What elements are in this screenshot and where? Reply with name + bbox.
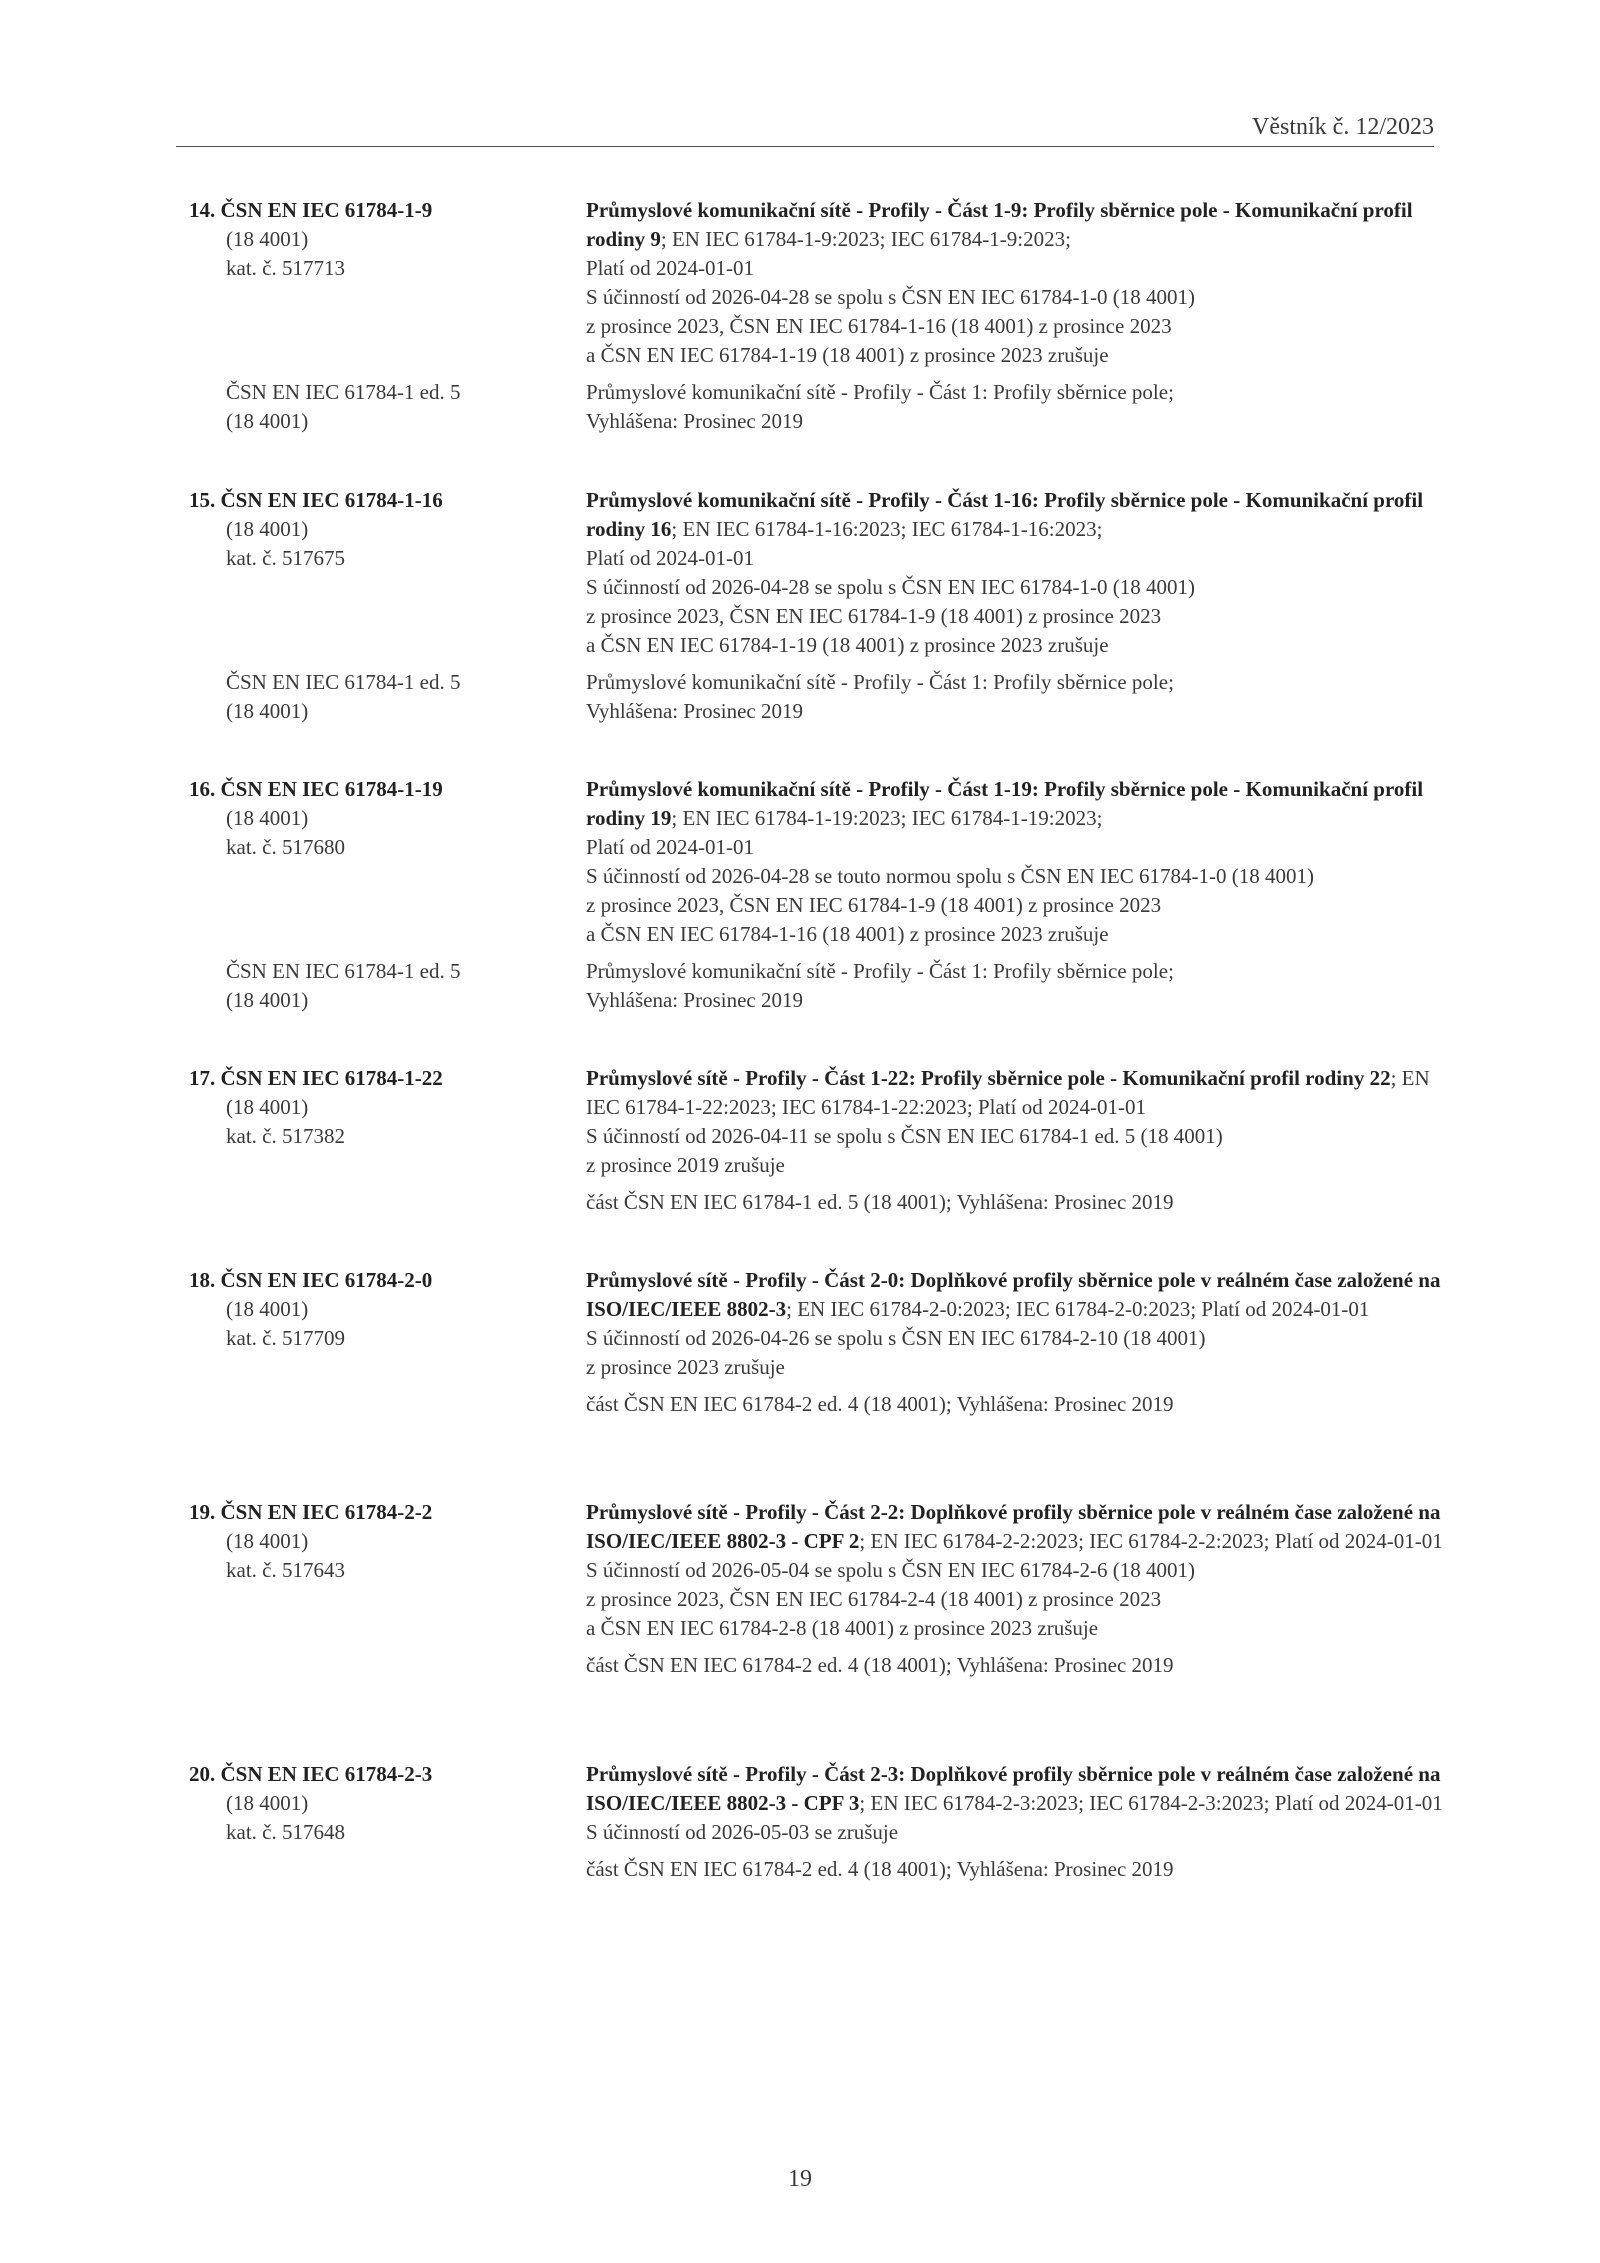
partial-replacement: část ČSN EN IEC 61784-2 ed. 4 (18 4001); Vyhlášena: Prosinec 2019: [586, 1857, 1174, 1881]
replaced-announced: Vyhlášena: Prosinec 2019: [586, 988, 803, 1012]
standard-number: 17. ČSN EN IEC 61784-1-22: [189, 1066, 443, 1090]
standard-number: 20. ČSN EN IEC 61784-2-3: [189, 1762, 433, 1786]
info-line: Platí od 2024-01-01: [586, 546, 754, 570]
replaced-announced: Vyhlášena: Prosinec 2019: [586, 699, 803, 723]
standard-entry: [0, 1266, 1600, 1419]
replaced-standard: [0, 378, 1600, 436]
replaced-announced: Vyhlášena: Prosinec 2019: [586, 409, 803, 433]
partial-replacement: část ČSN EN IEC 61784-2 ed. 4 (18 4001); Vyhlášena: Prosinec 2019: [586, 1653, 1174, 1677]
partial-replacement: část ČSN EN IEC 61784-2 ed. 4 (18 4001); Vyhlášena: Prosinec 2019: [586, 1392, 1174, 1416]
info-line: Platí od 2024-01-01: [586, 256, 754, 280]
standard-title: [586, 1760, 1446, 1818]
catalog-number: kat. č. 517643: [226, 1558, 345, 1582]
info-line: a ČSN EN IEC 61784-1-16 (18 4001) z prosince 2023 zrušuje: [586, 922, 1109, 946]
standard-number: 15. ČSN EN IEC 61784-1-16: [189, 488, 443, 512]
standard-title: [586, 486, 1446, 544]
replaced-standard: [0, 668, 1600, 726]
page-number: 19: [788, 2166, 812, 2192]
standard-entry: [0, 1064, 1600, 1217]
catalog-number: kat. č. 517713: [226, 256, 345, 280]
standard-number: 14. ČSN EN IEC 61784-1-9: [189, 198, 433, 222]
class-code: (18 4001): [226, 1791, 309, 1815]
replaced-code: ČSN EN IEC 61784-1 ed. 5: [226, 670, 461, 694]
title-rest: ; EN IEC 61784-1-19:2023; IEC 61784-1-19:2023;: [671, 806, 1103, 830]
replaced-title: Průmyslové komunikační sítě - Profily - Část 1: Profily sběrnice pole;: [586, 670, 1174, 694]
title-rest: ; EN IEC 61784-2-0:2023; IEC 61784-2-0:2023; Platí od 2024-01-01: [786, 1297, 1370, 1321]
title-rest: ; EN IEC 61784-1-22:2023; IEC 61784-1-22:2023; Platí od 2024-01-01: [586, 1066, 1430, 1119]
catalog-number: kat. č. 517680: [226, 835, 345, 859]
title-rest: ; EN IEC 61784-1-16:2023; IEC 61784-1-16:2023;: [671, 517, 1103, 541]
standard-title: [586, 196, 1446, 254]
info-line: z prosince 2019 zrušuje: [586, 1153, 785, 1177]
info-line: z prosince 2023 zrušuje: [586, 1355, 785, 1379]
standard-entry: [0, 1760, 1600, 1884]
info-line: z prosince 2023, ČSN EN IEC 61784-1-9 (18 4001) z prosince 2023: [586, 604, 1162, 628]
standard-title: [586, 1064, 1446, 1122]
replaced-title: Průmyslové komunikační sítě - Profily - Část 1: Profily sběrnice pole;: [586, 380, 1174, 404]
standard-title: [586, 775, 1446, 833]
standard-number: 16. ČSN EN IEC 61784-1-19: [189, 777, 443, 801]
title-bold: Průmyslové komunikační sítě - Profily - Část 1-9: Profily sběrnice pole - Komunikační profil rodiny 9: [586, 198, 1413, 251]
standard-entry: [0, 196, 1600, 436]
catalog-number: kat. č. 517709: [226, 1326, 345, 1350]
entry-identifiers: [190, 196, 570, 283]
info-line: a ČSN EN IEC 61784-2-8 (18 4001) z prosince 2023 zrušuje: [586, 1616, 1099, 1640]
standard-number: 18. ČSN EN IEC 61784-2-0: [189, 1268, 433, 1292]
partial-replacement: část ČSN EN IEC 61784-1 ed. 5 (18 4001); Vyhlášena: Prosinec 2019: [586, 1190, 1174, 1214]
standard-entry: [0, 1498, 1600, 1680]
bulletin-title: Věstník č. 12/2023: [1252, 114, 1434, 140]
class-code: (18 4001): [226, 1297, 309, 1321]
title-bold: Průmyslové komunikační sítě - Profily - Část 1-16: Profily sběrnice pole - Komunikační profil rodiny 16: [586, 488, 1424, 541]
title-bold: Průmyslové sítě - Profily - Část 2-0: Doplňkové profily sběrnice pole v reálném čase založené na ISO/IEC/IEEE 8802-3: [586, 1268, 1441, 1321]
catalog-number: kat. č. 517675: [226, 546, 345, 570]
replaced-code: ČSN EN IEC 61784-1 ed. 5: [226, 380, 461, 404]
class-code: (18 4001): [226, 806, 309, 830]
info-line: S účinností od 2026-04-28 se spolu s ČSN EN IEC 61784-1-0 (18 4001): [586, 575, 1195, 599]
class-code: (18 4001): [226, 227, 309, 251]
info-line: S účinností od 2026-05-04 se spolu s ČSN EN IEC 61784-2-6 (18 4001): [586, 1558, 1195, 1582]
info-line: S účinností od 2026-04-11 se spolu s ČSN EN IEC 61784-1 ed. 5 (18 4001): [586, 1124, 1223, 1148]
info-line: S účinností od 2026-04-28 se touto normou spolu s ČSN EN IEC 61784-1-0 (18 4001): [586, 864, 1314, 888]
info-line: z prosince 2023, ČSN EN IEC 61784-1-9 (18 4001) z prosince 2023: [586, 893, 1162, 917]
catalog-number: kat. č. 517648: [226, 1820, 345, 1844]
page-header: [176, 108, 1434, 147]
replaced-class: (18 4001): [226, 699, 309, 723]
class-code: (18 4001): [226, 517, 309, 541]
standard-title: [586, 1266, 1446, 1324]
class-code: (18 4001): [226, 1095, 309, 1119]
title-rest: ; EN IEC 61784-2-2:2023; IEC 61784-2-2:2023; Platí od 2024-01-01: [859, 1529, 1443, 1553]
info-line: S účinností od 2026-04-26 se spolu s ČSN EN IEC 61784-2-10 (18 4001): [586, 1326, 1206, 1350]
standard-entry: [0, 775, 1600, 1015]
info-line: z prosince 2023, ČSN EN IEC 61784-1-16 (18 4001) z prosince 2023: [586, 314, 1172, 338]
title-bold: Průmyslové sítě - Profily - Část 1-22: Profily sběrnice pole - Komunikační profil rodiny 22: [586, 1066, 1391, 1090]
standard-entry: [0, 486, 1600, 726]
replaced-title: Průmyslové komunikační sítě - Profily - Část 1: Profily sběrnice pole;: [586, 959, 1174, 983]
info-line: a ČSN EN IEC 61784-1-19 (18 4001) z prosince 2023 zrušuje: [586, 343, 1109, 367]
replaced-standard: [0, 957, 1600, 1015]
info-line: Platí od 2024-01-01: [586, 835, 754, 859]
replaced-code: ČSN EN IEC 61784-1 ed. 5: [226, 959, 461, 983]
info-line: S účinností od 2026-04-28 se spolu s ČSN EN IEC 61784-1-0 (18 4001): [586, 285, 1195, 309]
title-rest: ; EN IEC 61784-2-3:2023; IEC 61784-2-3:2023; Platí od 2024-01-01: [859, 1791, 1443, 1815]
title-bold: Průmyslové komunikační sítě - Profily - Část 1-19: Profily sběrnice pole - Komunikační profil rodiny 19: [586, 777, 1424, 830]
entry-description: [586, 196, 1446, 370]
title-bold: Průmyslové sítě - Profily - Část 2-2: Doplňkové profily sběrnice pole v reálném čase založené na ISO/IEC/IEEE 8802-3 - CPF 2: [586, 1500, 1441, 1553]
info-line: z prosince 2023, ČSN EN IEC 61784-2-4 (18 4001) z prosince 2023: [586, 1587, 1162, 1611]
standard-number: 19. ČSN EN IEC 61784-2-2: [189, 1500, 433, 1524]
replaced-class: (18 4001): [226, 988, 309, 1012]
title-rest: ; EN IEC 61784-1-9:2023; IEC 61784-1-9:2023;: [660, 227, 1071, 251]
class-code: (18 4001): [226, 1529, 309, 1553]
standard-title: [586, 1498, 1446, 1556]
title-bold: Průmyslové sítě - Profily - Část 2-3: Doplňkové profily sběrnice pole v reálném čase založené na ISO/IEC/IEEE 8802-3 - CPF 3: [586, 1762, 1441, 1815]
replaced-class: (18 4001): [226, 409, 309, 433]
catalog-number: kat. č. 517382: [226, 1124, 345, 1148]
info-line: a ČSN EN IEC 61784-1-19 (18 4001) z prosince 2023 zrušuje: [586, 633, 1109, 657]
info-line: S účinností od 2026-05-03 se zrušuje: [586, 1820, 899, 1844]
